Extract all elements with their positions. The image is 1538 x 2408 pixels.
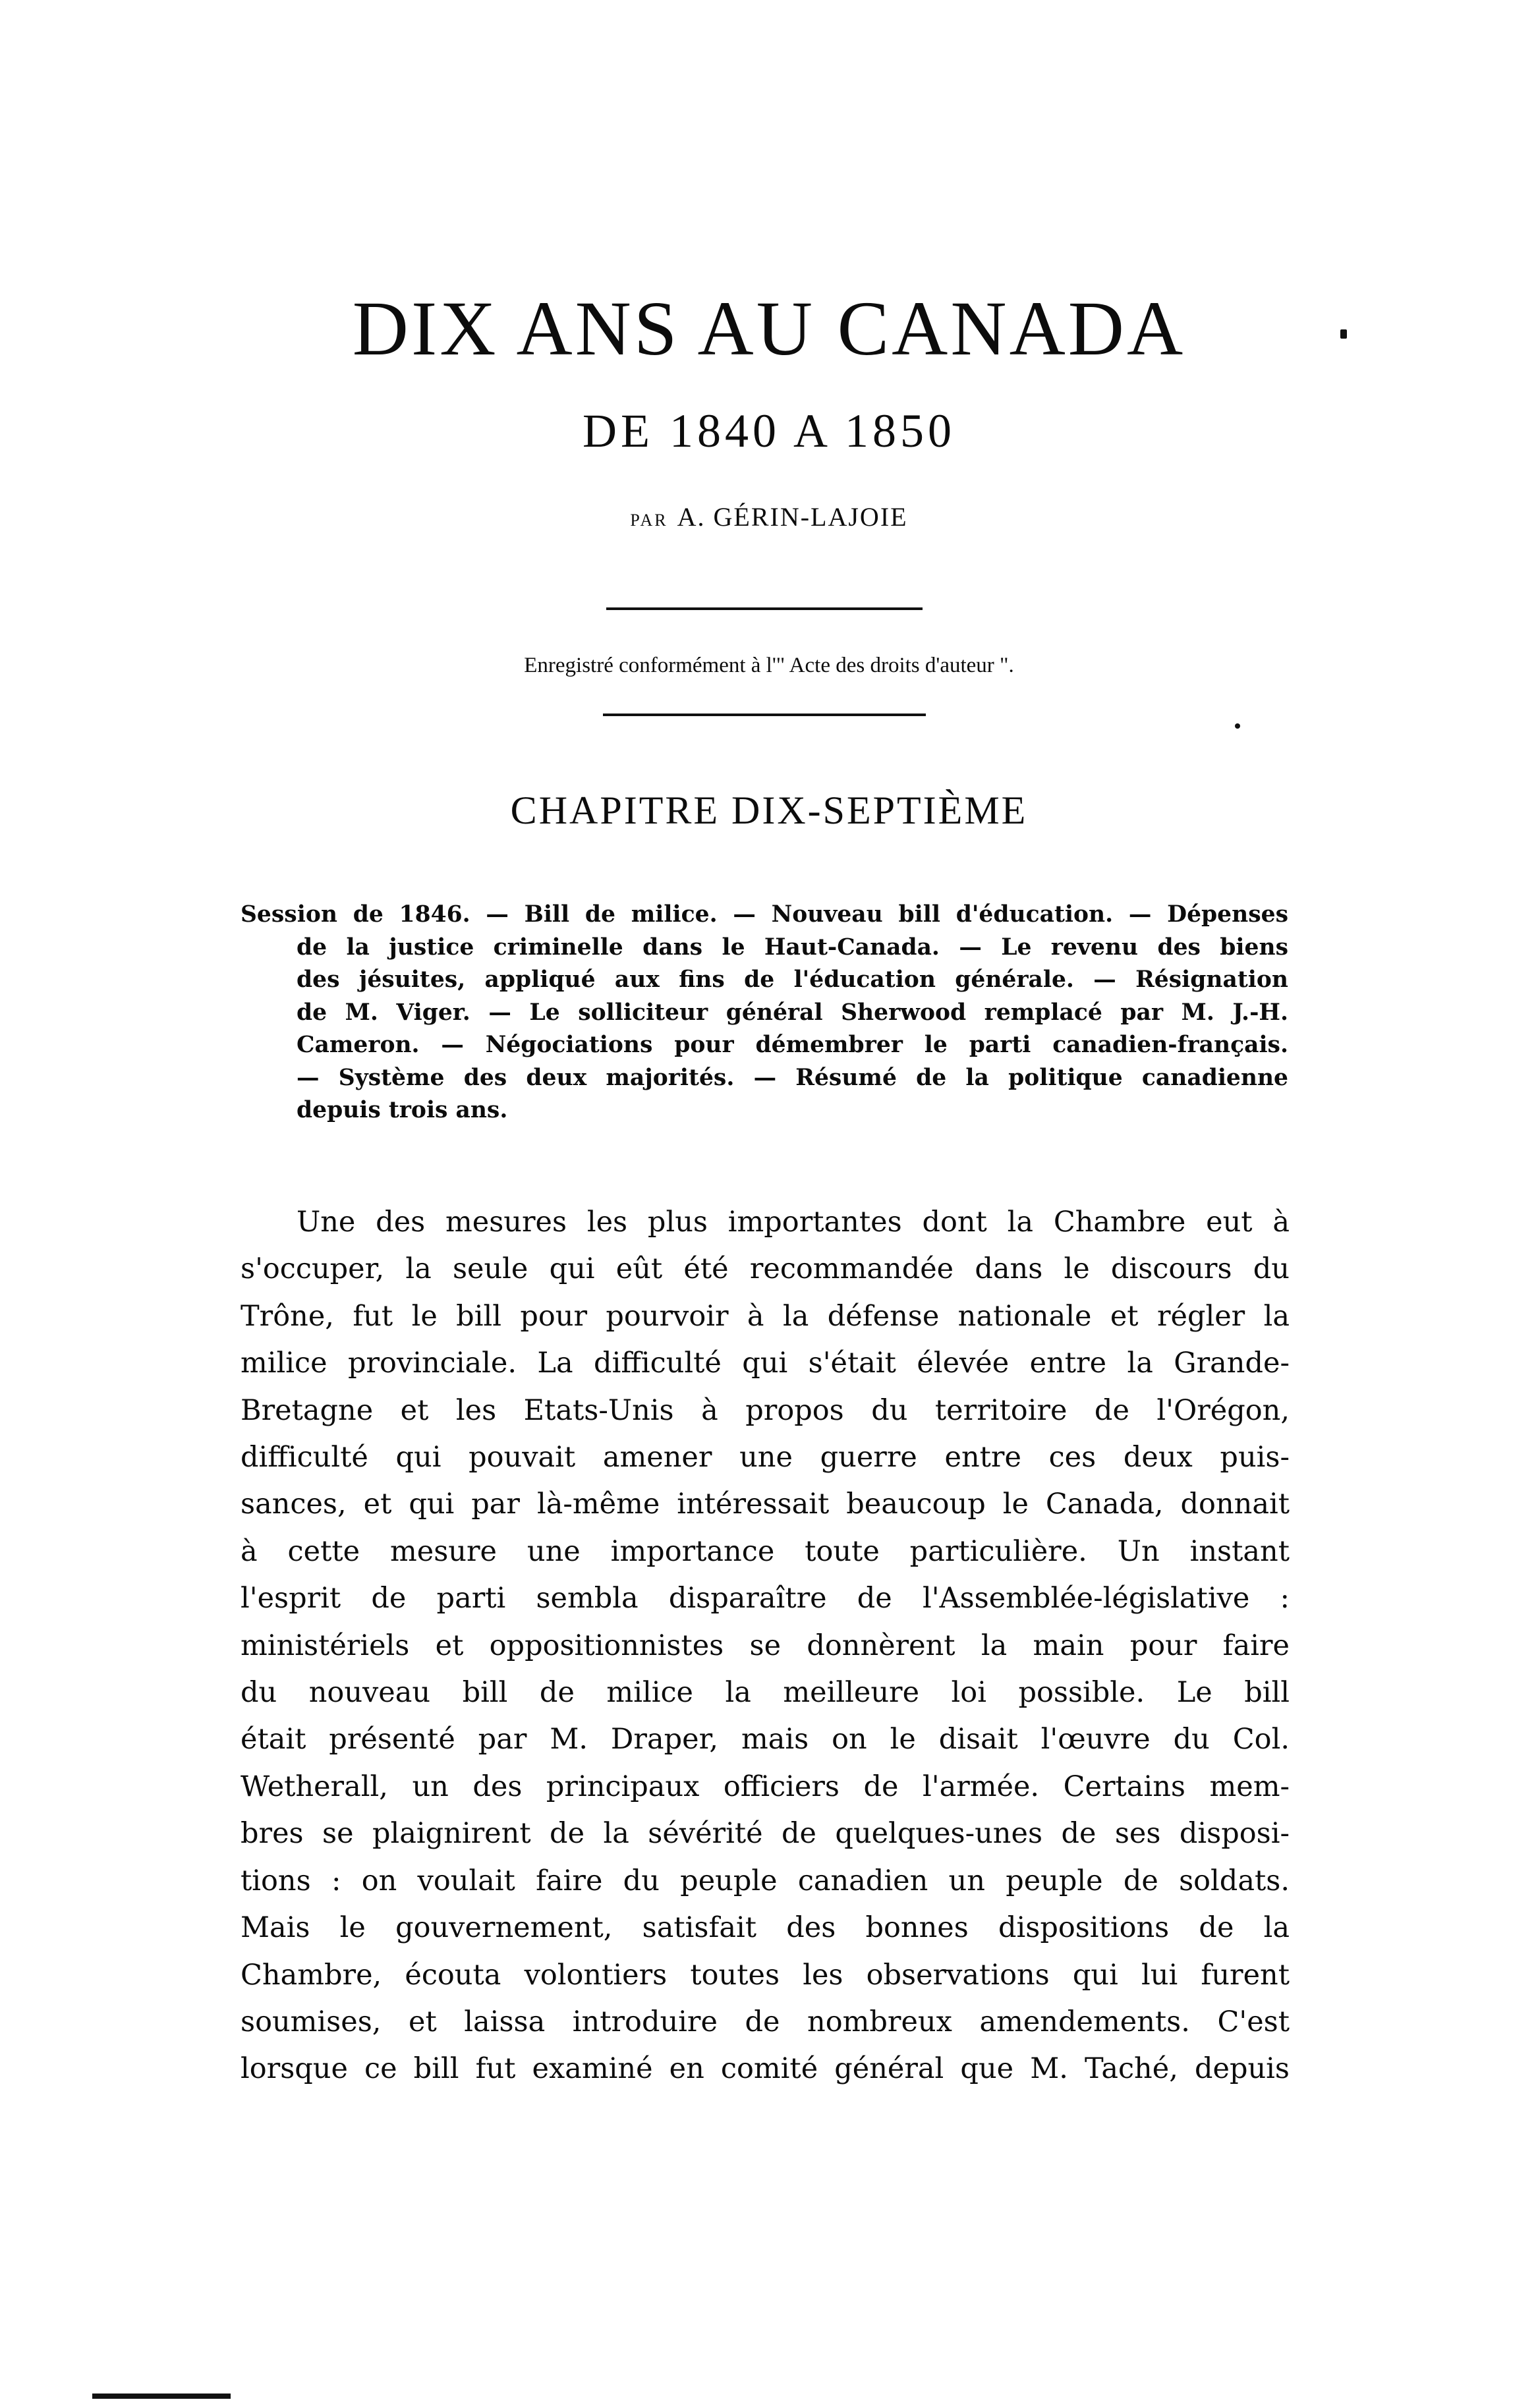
summary-line: Cameron. — Négociations pour démembrer le parti canadien-français.	[297, 1032, 1288, 1058]
bottom-divider-rule	[603, 714, 926, 716]
author-line	[0, 504, 1538, 530]
body-line: lorsque ce bill fut examiné en comité général que M. Taché, depuis	[241, 2052, 1290, 2086]
author-name: A. GÉRIN-LAJOIE	[677, 502, 908, 532]
summary-line: de M. Viger. — Le solliciteur général Sherwood remplacé par M. J.-H.	[297, 999, 1288, 1026]
summary-line: de la justice criminelle dans le Haut-Canada. — Le revenu des biens	[297, 934, 1288, 961]
body-line: Mais le gouvernement, satisfait des bonnes dispositions de la	[241, 1911, 1290, 1945]
body-line: Trône, fut le bill pour pourvoir à la défense nationale et régler la	[241, 1299, 1290, 1333]
author-prefix: PAR	[630, 511, 668, 530]
body-line: l'esprit de parti sembla disparaître de l'Assemblée-législative :	[241, 1582, 1290, 1615]
body-line: Wetherall, un des principaux officiers de l'armée. Certains mem-	[241, 1770, 1290, 1803]
print-speck	[1340, 329, 1347, 339]
summary-line: — Système des deux majorités. — Résumé de la politique canadienne	[297, 1064, 1288, 1091]
body-line: difficulté qui pouvait amener une guerre entre ces deux puis-	[241, 1441, 1290, 1474]
print-speck	[1235, 723, 1240, 729]
body-line: milice provinciale. La difficulté qui s'était élevée entre la Grande-	[241, 1347, 1290, 1380]
page-edge-mark	[92, 2394, 231, 2399]
body-line: Bretagne et les Etats-Unis à propos du territoire de l'Orégon,	[241, 1393, 1290, 1427]
body-line: Une des mesures les plus importantes dont la Chambre eut à	[297, 1206, 1290, 1239]
summary-line: des jésuites, appliqué aux fins de l'éducation générale. — Résignation	[297, 966, 1288, 993]
body-line: bres se plaignirent de la sévérité de quelques-unes de ses disposi-	[241, 1817, 1290, 1851]
body-line: ministériels et oppositionnistes se donnèrent la main pour faire	[241, 1629, 1290, 1662]
body-line: soumises, et laissa introduire de nombreux amendements. C'est	[241, 2005, 1290, 2038]
body-paragraph	[241, 1199, 1290, 2093]
body-line: à cette mesure une importance toute particulière. Un instant	[241, 1534, 1290, 1568]
body-line: était présenté par M. Draper, mais on le disait l'œuvre du Col.	[241, 1723, 1290, 1756]
chapter-summary	[241, 899, 1288, 1127]
book-subtitle: DE 1840 A 1850	[582, 405, 956, 457]
body-line: du nouveau bill de milice la meilleure loi possible. Le bill	[241, 1676, 1290, 1710]
book-title: DIX ANS AU CANADA	[352, 285, 1186, 372]
summary-line: depuis trois ans.	[297, 1097, 508, 1123]
body-line: s'occuper, la seule qui eût été recommandée dans le discours du	[241, 1252, 1290, 1286]
body-line: sances, et qui par là-même intéressait beaucoup le Canada, donnait	[241, 1488, 1290, 1521]
top-divider-rule	[606, 607, 923, 610]
summary-line: Session de 1846. — Bill de milice. — Nouveau bill d'éducation. — Dépenses	[241, 901, 1288, 928]
body-line: Chambre, écouta volontiers toutes les observations qui lui furent	[241, 1958, 1290, 1992]
body-line: tions : on voulait faire du peuple canadien un peuple de soldats.	[241, 1864, 1290, 1897]
copyright-notice: Enregistré conformément à l'" Acte des droits d'auteur ".	[524, 654, 1014, 677]
chapter-heading: CHAPITRE DIX-SEPTIÈME	[510, 789, 1028, 832]
